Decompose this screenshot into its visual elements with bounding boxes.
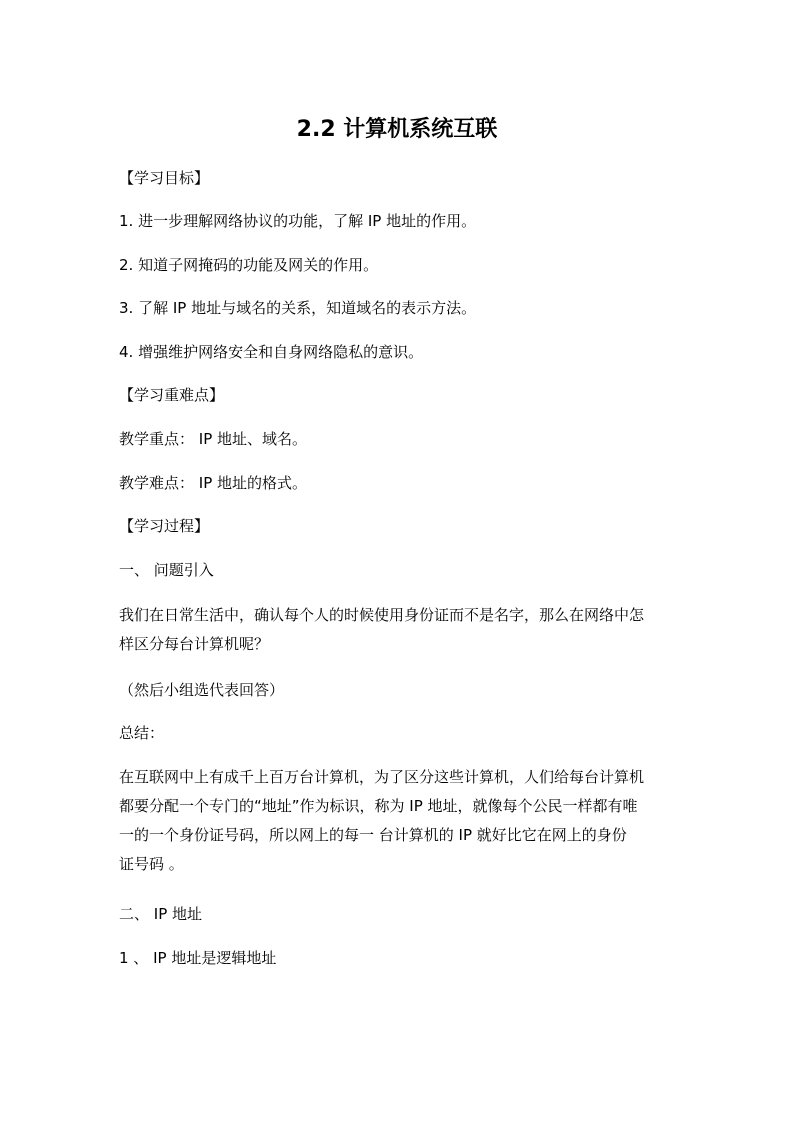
key-point-text: 教学重点： IP 地址、域名。 (119, 430, 308, 448)
question-line-1: 我们在日常生活中，确认每个人的时候使用身份证而不是名字，那么在网络中怎 (119, 606, 645, 624)
summary-paragraph (119, 763, 679, 879)
section-heading-objectives: 【学习目标】 (119, 169, 210, 187)
question-paragraph (119, 601, 679, 659)
page-title: 2.2 计算机系统互联 (296, 117, 498, 142)
summary-line-1: 在互联网中上有成千上百万台计算机，为了区分这些计算机，人们给每台计算机 (119, 768, 645, 786)
section-heading-keypoints: 【学习重难点】 (119, 386, 225, 404)
summary-line-2: 都要分配一个专门的“地址”作为标识，称为 IP 地址，就像每个公民一样都有唯 (119, 797, 638, 815)
question-line-2: 样区分每台计算机呢？ (119, 635, 270, 653)
summary-line-4: 证号码 。 (119, 855, 184, 873)
part2-heading: 二、 IP 地址 (119, 905, 203, 923)
section-heading-process: 【学习过程】 (119, 517, 210, 535)
objective-item-2: 2. 知道子网掩码的功能及网关的作用。 (119, 256, 379, 274)
objective-item-3: 3. 了解 IP 地址与域名的关系，知道域名的表示方法。 (119, 299, 477, 317)
part1-heading: 一、 问题引入 (119, 561, 214, 579)
part2-subheading-1: 1 、 IP 地址是逻辑地址 (119, 949, 277, 967)
objective-item-1: 1. 进一步理解网络协议的功能，了解 IP 地址的作用。 (119, 212, 477, 230)
summary-label: 总结： (119, 724, 165, 742)
objective-item-4: 4. 增强维护网络安全和自身网络隐私的意识。 (119, 343, 424, 361)
answer-note: （然后小组选代表回答） (119, 681, 285, 699)
difficult-point-text: 教学难点： IP 地址的格式。 (119, 474, 308, 492)
summary-line-3: 一的一个身份证号码，所以网上的每一 台计算机的 IP 就好比它在网上的身份 (119, 826, 627, 844)
